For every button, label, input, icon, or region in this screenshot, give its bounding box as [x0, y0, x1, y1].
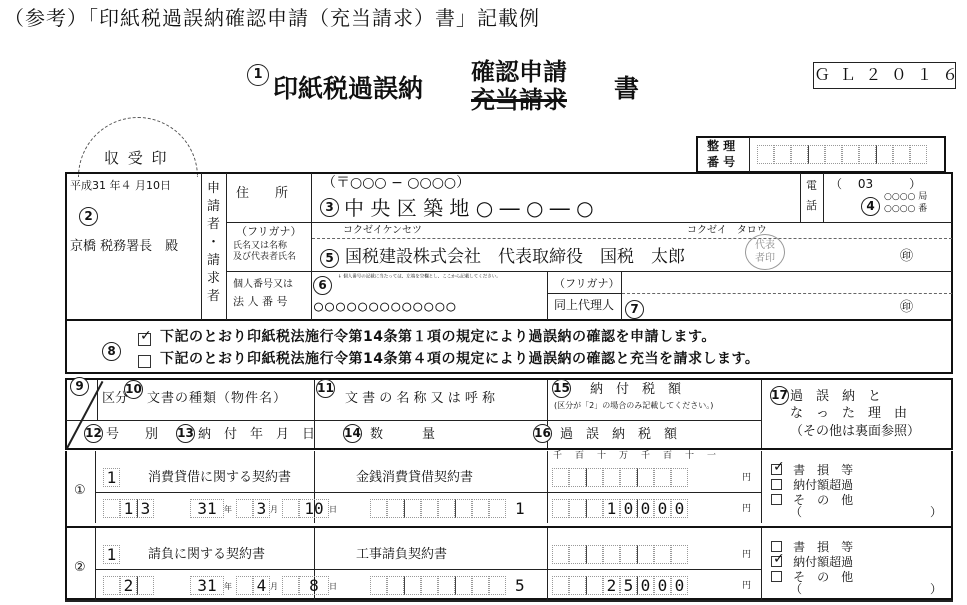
h-doc-name: 文 書 の 名 称 又 は 呼 称 — [345, 391, 496, 406]
furigana-label: （フリガナ） — [236, 225, 302, 238]
h-tax: 納 付 税 額 — [590, 382, 682, 397]
option2-checkbox[interactable] — [138, 353, 151, 369]
yen-unit: 円 — [742, 504, 752, 514]
digit-cell[interactable]: 0 — [654, 499, 671, 518]
form-title-suffix: 書 — [614, 74, 640, 103]
id-label-1: 個人番号又は — [233, 279, 293, 290]
page-heading: （参考）「印紙税過誤納確認申請（充当請求）書」記載例 — [4, 6, 540, 30]
digit-cell[interactable] — [586, 545, 603, 564]
reason-label: そ の 他 — [793, 493, 854, 507]
form-title-prefix: 印紙税過誤納 — [273, 74, 424, 103]
marker-10: 10 — [124, 380, 143, 399]
form-title-lower: 充当請求 — [471, 86, 567, 114]
yen-unit: 円 — [742, 581, 752, 591]
application-date: 平成31 年４ 月10日 — [70, 179, 171, 192]
reason-label: 書 損 等 — [793, 463, 854, 477]
tax-office: 京橋 税務署長 殿 — [70, 239, 179, 254]
seiri-label-1: 整 理 — [707, 139, 736, 153]
over-tax-cells — [552, 499, 688, 518]
address-value: 中 央 区 築 地 ○ ― ○ ― ○ — [344, 196, 594, 220]
digit-cell[interactable] — [438, 576, 455, 595]
form-code: Ｇ Ｌ ２ ０ １ ６ — [813, 62, 956, 89]
name-label-2: 及び代表者氏名 — [233, 252, 297, 262]
tax-cells — [552, 545, 688, 564]
digit-cell[interactable]: 2 — [603, 576, 620, 595]
digit-cell[interactable] — [370, 499, 387, 518]
marker-11: 11 — [316, 379, 335, 398]
reason-option[interactable] — [771, 568, 853, 584]
digit-cell[interactable] — [552, 468, 569, 487]
reason-label: 納付額超過 — [793, 478, 854, 492]
digit-cell[interactable] — [387, 576, 404, 595]
reason-checkbox — [771, 494, 782, 505]
digit-cell[interactable] — [569, 468, 586, 487]
address-label: 住 所 — [236, 186, 289, 201]
doc-type: 消費貸借に関する契約書 — [148, 470, 292, 485]
digit-cell[interactable] — [654, 545, 671, 564]
quantity-value: 5 — [515, 576, 525, 595]
h-reason-2: な っ た 理 由 — [790, 406, 908, 421]
digit-cell[interactable] — [671, 468, 688, 487]
reason-checkbox: ✓ — [773, 551, 785, 567]
phone-label-2: 話 — [806, 199, 817, 212]
digit-cell[interactable] — [552, 576, 569, 595]
quantity-value: 1 — [515, 499, 525, 518]
phone-number: ○○○○ 局 — [884, 192, 928, 202]
digit-cell[interactable] — [586, 468, 603, 487]
furigana-company: コクゼイケンセツ — [343, 225, 422, 236]
h-over-tax: 過 誤 納 税 額 — [560, 427, 678, 442]
marker-6: 6 — [313, 276, 332, 295]
h-doc-type: 文書の種類（物件名） — [147, 391, 288, 406]
marker-1: 1 — [247, 64, 269, 86]
reason-option[interactable] — [771, 491, 853, 507]
marker-16: 16 — [533, 424, 552, 443]
yen-unit: 円 — [742, 550, 752, 560]
marker-12: 12 — [84, 424, 103, 443]
row-number: ② — [74, 560, 86, 575]
digit-cell[interactable] — [586, 499, 603, 518]
h-reason-1: 過 誤 納 と — [790, 389, 882, 404]
id-label-2: 法 人 番 号 — [233, 295, 288, 308]
agent-label: 同上代理人 — [554, 298, 615, 312]
id-note: ↓ 個人番号の記載に当たっては、左端を空欄とし、ここから記載してください。 — [338, 274, 501, 280]
digit-cell[interactable] — [103, 576, 120, 595]
digit-cell[interactable] — [569, 499, 586, 518]
furigana-rep: コクゼイ タロウ — [687, 225, 767, 236]
doc-name: 工事請負契約書 — [356, 547, 448, 562]
marker-13: 13 — [176, 424, 195, 443]
digit-cell[interactable]: 1 — [120, 499, 137, 518]
digit-cell[interactable] — [489, 576, 506, 595]
digit-cell[interactable]: 5 — [620, 576, 637, 595]
kubun-cell[interactable]: 1 — [103, 545, 120, 564]
reason-checkbox — [771, 479, 782, 490]
marker-4: 4 — [861, 197, 880, 216]
digit-cell[interactable] — [603, 545, 620, 564]
reason-checkbox: ✓ — [773, 459, 785, 475]
digit-cell[interactable]: 1 — [603, 499, 620, 518]
option2-label: 下記のとおり印紙税法施行令第14条第４項の規定により過誤納の確認と充当を請求します。 — [160, 351, 760, 367]
digit-cell[interactable]: 0 — [671, 576, 688, 595]
id-digits: ○○○○○○○○○○○○○ — [314, 297, 458, 315]
yen-unit: 円 — [742, 473, 752, 483]
digit-cell[interactable]: 2 — [120, 576, 137, 595]
pay-date: 31 年 4 月 8 日 — [190, 576, 337, 595]
seal-mark-1: ㊞ — [900, 249, 914, 264]
postal-code: （〒○○○ − ○○○○） — [322, 175, 471, 191]
digit-heads: 千 百 十 万 千 百 十 一 — [553, 451, 719, 461]
h-number: 号 別 — [106, 427, 159, 442]
digit-cell[interactable] — [569, 576, 586, 595]
digit-cell[interactable]: 0 — [671, 499, 688, 518]
digit-cell[interactable] — [586, 576, 603, 595]
reason-label: そ の 他 — [793, 570, 854, 584]
reason-label: 書 損 等 — [793, 540, 854, 554]
agent-furigana: （フリガナ） — [554, 277, 620, 290]
marker-15: 15 — [552, 379, 571, 398]
digit-cell[interactable] — [603, 468, 620, 487]
digit-cell[interactable] — [552, 499, 569, 518]
digit-cell[interactable] — [387, 499, 404, 518]
marker-2: 2 — [79, 207, 98, 226]
reason-checkbox — [771, 571, 782, 582]
quantity-cells — [370, 576, 506, 595]
kubun-cell[interactable]: 1 — [103, 468, 120, 487]
digit-cell[interactable]: 0 — [637, 499, 654, 518]
digit-cell[interactable] — [637, 468, 654, 487]
digit-cell[interactable]: 3 — [137, 499, 154, 518]
digit-cell[interactable] — [455, 576, 472, 595]
number-cells — [103, 576, 154, 595]
reason-label: 納付額超過 — [793, 555, 854, 569]
digit-cell[interactable] — [654, 468, 671, 487]
phone-number-2: ○○○○ 番 — [884, 204, 928, 214]
name-label-1: 氏名又は名称 — [233, 241, 288, 251]
digit-cell[interactable] — [455, 499, 472, 518]
digit-cell[interactable] — [421, 576, 438, 595]
digit-cell[interactable] — [671, 545, 688, 564]
quantity-cells — [370, 499, 506, 518]
option1-label: 下記のとおり印紙税法施行令第14条第１項の規定により過誤納の確認を申請します。 — [160, 329, 716, 345]
row-number: ① — [74, 483, 86, 498]
digit-cell[interactable] — [620, 545, 637, 564]
pay-date: 31 年 3 月 10 日 — [190, 499, 337, 518]
digit-cell[interactable] — [569, 545, 586, 564]
digit-cell[interactable] — [438, 499, 455, 518]
rep-seal: 代表 者印 — [745, 234, 785, 270]
h-tax-note: (区分が「2」の場合のみ記載してください。) — [554, 401, 714, 410]
h-reason-3: （その他は裏面参照） — [790, 424, 921, 439]
digit-cell[interactable] — [472, 576, 489, 595]
h-pay-date: 納 付 年 月 日 — [198, 427, 316, 442]
option1-checkbox[interactable]: ✓ — [140, 328, 152, 344]
over-tax-cells — [552, 576, 688, 595]
seal-mark-2: ㊞ — [900, 300, 914, 315]
form-title-upper: 確認申請 — [471, 58, 567, 86]
digit-cell[interactable] — [552, 545, 569, 564]
digit-cell[interactable] — [472, 499, 489, 518]
digit-cell[interactable]: 0 — [637, 576, 654, 595]
digit-cell[interactable]: 0 — [654, 576, 671, 595]
marker-17: 17 — [770, 386, 789, 405]
phone-area: （ 03 ） — [830, 177, 922, 191]
digit-cell[interactable] — [637, 545, 654, 564]
digit-cell[interactable] — [404, 576, 421, 595]
marker-7: 7 — [625, 300, 644, 319]
tax-cells — [552, 468, 688, 487]
digit-cell[interactable] — [489, 499, 506, 518]
digit-cell[interactable] — [404, 499, 421, 518]
number-cells — [103, 499, 154, 518]
marker-14: 14 — [343, 424, 362, 443]
seiri-cells — [757, 145, 927, 164]
h-kubun: 区分 — [102, 391, 129, 406]
digit-cell[interactable] — [421, 499, 438, 518]
marker-9: 9 — [70, 377, 89, 396]
digit-cell[interactable] — [103, 499, 120, 518]
seiri-divider — [749, 137, 750, 172]
digit-cell[interactable] — [137, 576, 154, 595]
digit-cell[interactable]: 0 — [620, 499, 637, 518]
receipt-stamp-outline — [78, 117, 198, 177]
doc-name: 金銭消費貸借契約書 — [356, 470, 474, 485]
doc-type: 請負に関する契約書 — [148, 547, 266, 562]
seiri-label-2: 番 号 — [707, 155, 736, 169]
marker-8: 8 — [102, 342, 121, 361]
receipt-stamp-label: 収 受 印 — [104, 149, 169, 167]
digit-cell[interactable] — [370, 576, 387, 595]
company-name: 国税建設株式会社 代表取締役 国税 太郎 — [345, 247, 685, 267]
marker-5: 5 — [320, 249, 339, 268]
applicant-role-label: 申 請 者 ・ 請 求 者 — [207, 181, 221, 304]
marker-3: 3 — [320, 198, 339, 217]
h-quantity: 数 量 — [370, 427, 436, 442]
phone-label-1: 電 — [806, 179, 817, 192]
digit-cell[interactable] — [620, 468, 637, 487]
